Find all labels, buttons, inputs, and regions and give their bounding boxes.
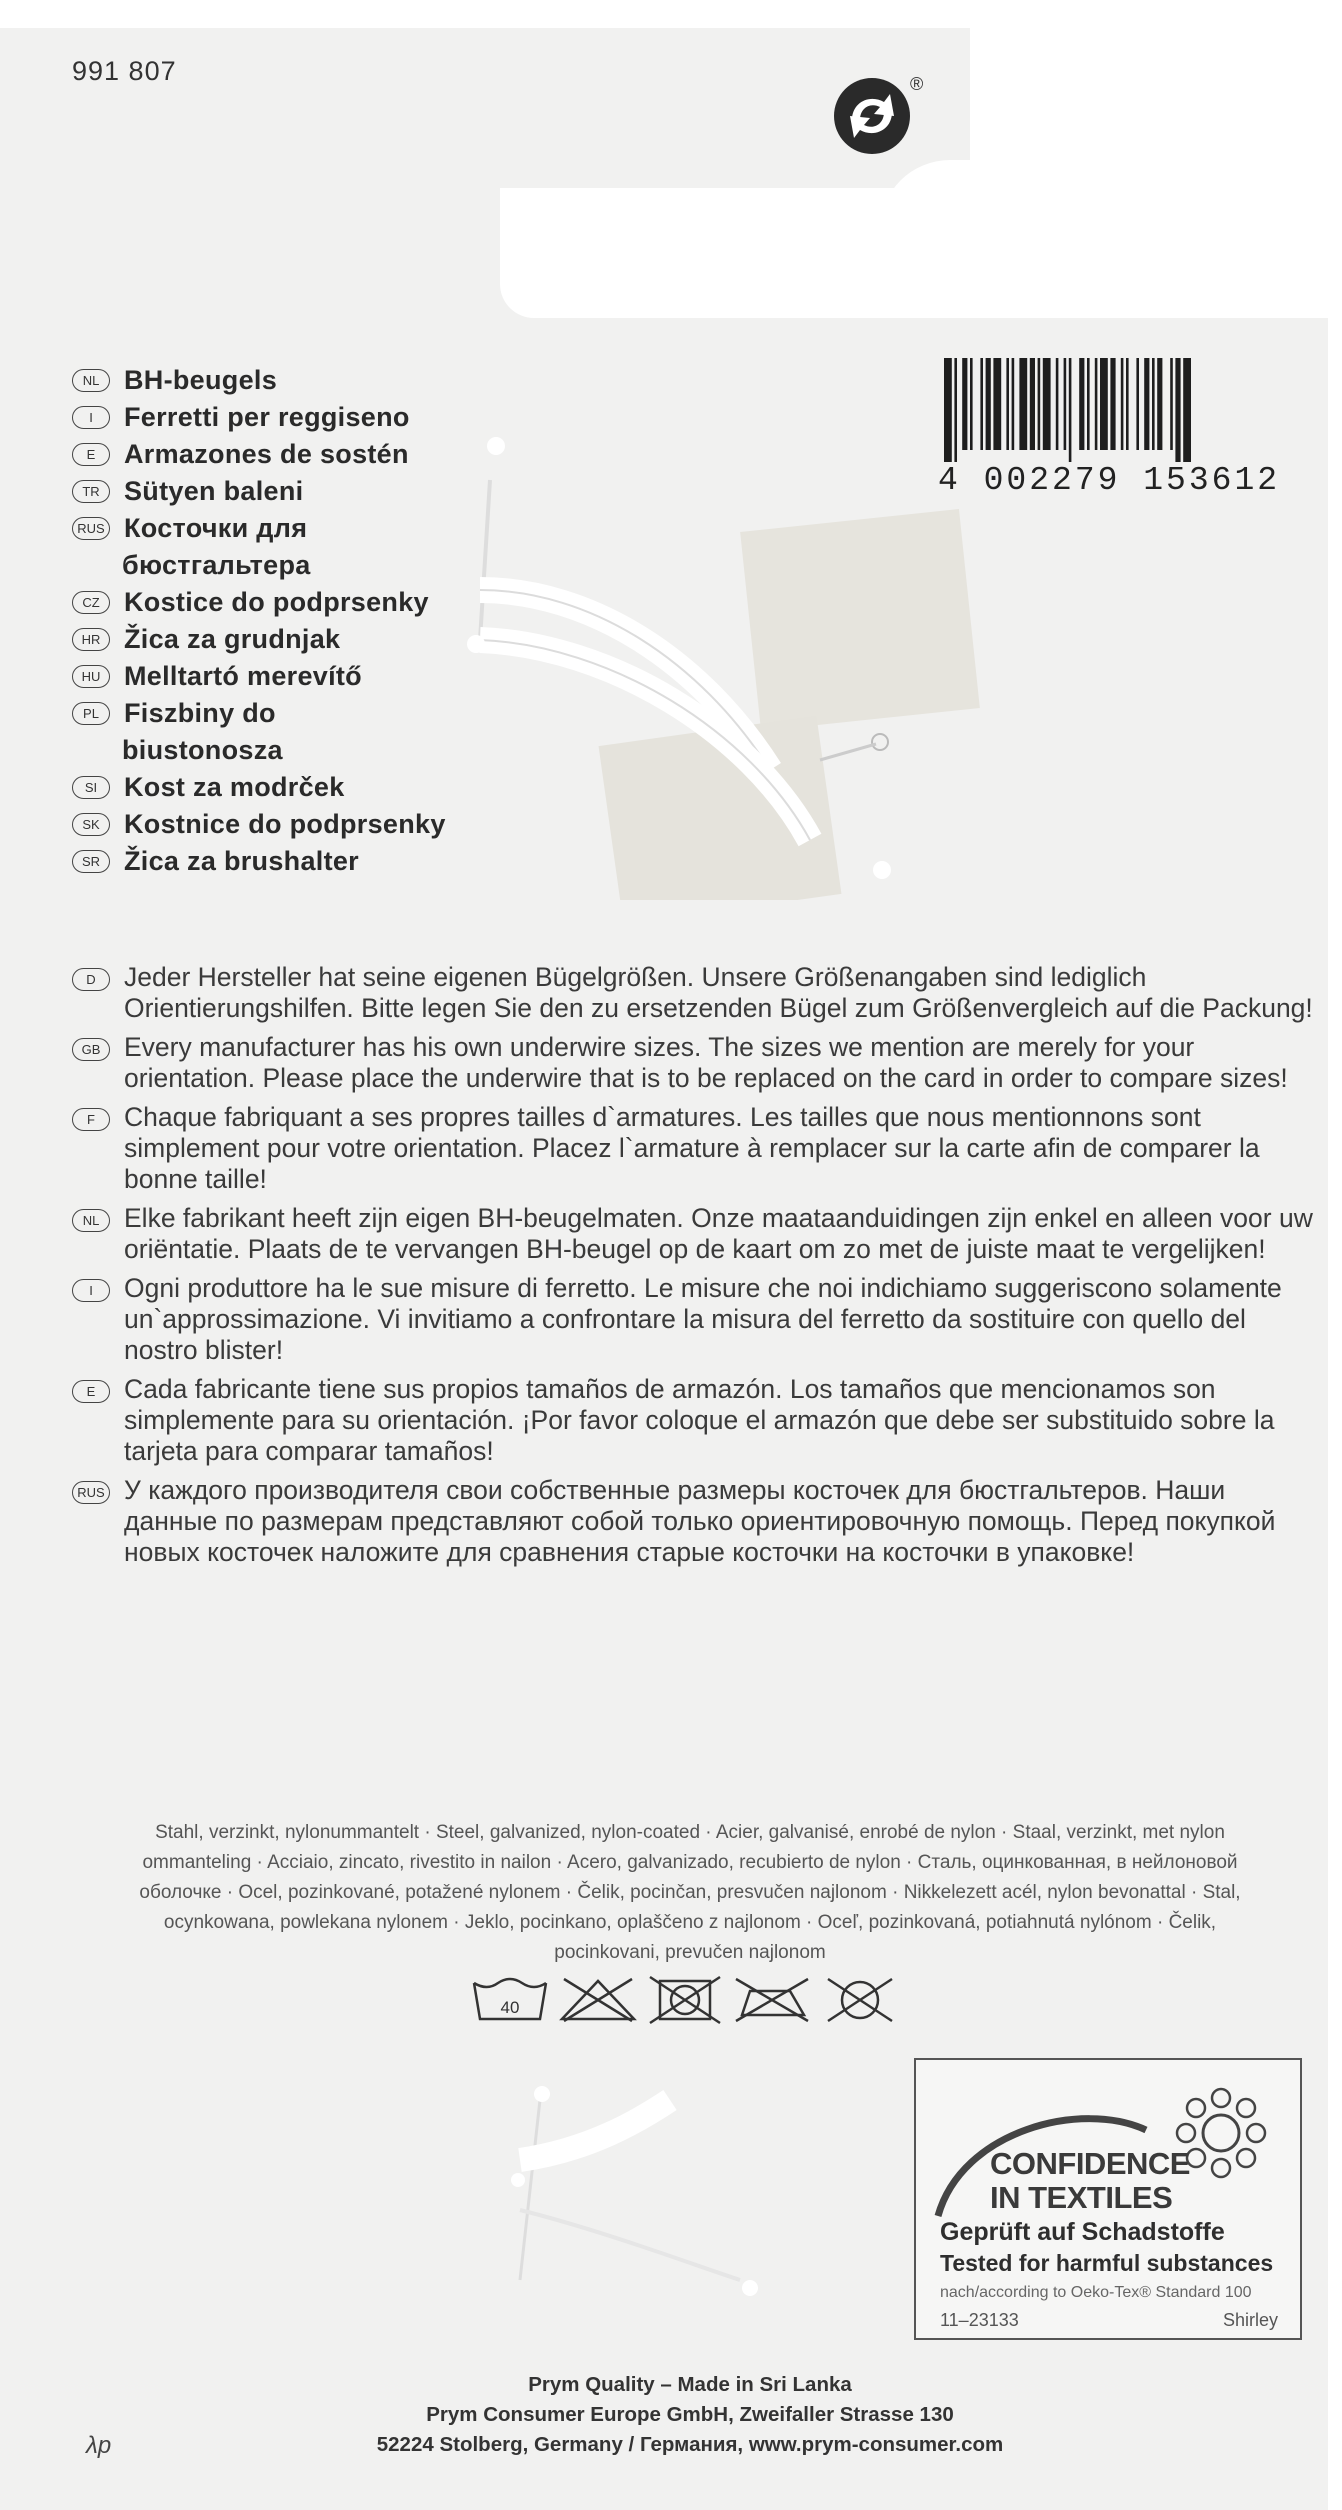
lang-code-badge: I [72,1279,110,1302]
instruction-text: Chaque fabriquant a ses propres tailles d`armatures. Les tailles que nous mentionnons sont simplement pour votre orientation. Placez l`armature à remplacer sur la carte afin de comparer la bonne taille! [124,1102,1260,1194]
hang-slot-curve [880,160,970,318]
lang-code-badge: E [72,1380,110,1403]
instruction-gb [72,1032,1322,1094]
barcode-bar [1183,358,1191,462]
instruction-text: Cada fabricante tiene sus propios tamaños de armazón. Los tamaños que mencionamos son simplemente para su orientación. ¡Por favor coloque el armazón que debe ser substituido sobre la tarjeta para comparar tamaños! [124,1374,1275,1466]
barcode-bar [1157,358,1162,450]
lang-code-badge: E [72,443,110,466]
barcode-bar [1064,358,1067,450]
oeko-tex-tested-de: Geprüft auf Schadstoffe [940,2218,1225,2246]
care-symbols [470,1975,920,2025]
barcode-bar [1110,358,1115,450]
oeko-tex-institute: Shirley [1222,2310,1278,2330]
lang-code-badge: PL [72,702,110,725]
article-number: 991 807 [72,56,177,86]
lang-code-badge: D [72,968,110,991]
lang-row-si [72,769,446,806]
instructions-list [72,962,1322,1576]
instruction-ru [72,1475,1322,1568]
oeko-tex-title-line1: CONFIDENCE [990,2146,1190,2181]
product-name: Kost za modrček [124,772,345,802]
footer-company: Prym Consumer Europe GmbH, Zweifaller Strasse 130 [426,2403,954,2426]
product-name: Žica za brushalter [124,846,359,876]
oeko-tex-standard: nach/according to Oeko-Tex® Standard 100 [940,2284,1252,2301]
product-name: Armazones de sostén [124,439,409,469]
footer-address: 52224 Stolberg, Germany / Германия, www.prym-consumer.com [376,2433,1004,2456]
manufacturer-info [260,2370,1120,2460]
barcode-bar [1152,358,1155,450]
barcode-bar [1144,358,1149,450]
lang-code-badge: CZ [72,591,110,614]
card-corner-cut [970,0,1342,318]
lang-code-badge: HU [72,665,110,688]
footer-quality: Prym Quality – Made in Sri Lanka [528,2373,852,2396]
no-bleach-icon [562,1979,634,2021]
lang-row-sk [72,806,446,843]
lang-code-badge: NL [72,1209,110,1232]
instruction-it [72,1273,1322,1366]
lang-code-badge: RUS [72,517,110,540]
product-name: BH-beugels [124,365,278,395]
lang-code-badge: SR [72,850,110,873]
lang-code-badge: F [72,1108,110,1131]
lang-code-badge: RUS [72,1481,110,1504]
lang-row-pl [72,695,446,732]
product-name-list [72,362,446,880]
product-name: Kostnice do podprsenky [124,809,446,839]
barcode-bar [1069,358,1072,462]
product-name: Ferretti per reggiseno [124,402,410,432]
product-name: biustonosza [122,735,283,765]
oeko-tex-label [914,2058,1302,2340]
barcode-bar [1087,358,1090,450]
no-iron-icon [736,1979,808,2021]
product-name: Косточки для [124,513,308,543]
lang-row-rus-cont [72,547,446,584]
lang-code-badge: SK [72,813,110,836]
barcode-bar [1100,358,1108,450]
barcode-digits: 4 002279 153612 [938,462,1281,499]
product-name: бюстгальтера [122,550,311,580]
svg-text:40: 40 [500,1998,520,2017]
no-tumble-dry-icon [650,1977,720,2023]
lang-row-hu [72,658,446,695]
lang-code-badge: NL [72,369,110,392]
product-name: Žica za grudnjak [124,624,341,654]
instruction-nl [72,1203,1322,1265]
barcode-bar [1170,358,1173,450]
underwire-size-illustration [480,2080,800,2310]
barcode-bar [1126,358,1129,450]
barcode-bar [1095,358,1098,450]
product-name: Fiszbiny do [124,698,276,728]
instruction-de [72,962,1322,1024]
underwire-illustration [440,430,1060,900]
barcode-bar [1136,358,1139,450]
green-dot-recycle-icon [830,74,914,158]
lang-row-pl-cont [72,732,446,769]
oeko-tex-tested-en: Tested for harmful substances [940,2250,1274,2276]
instruction-fr [72,1102,1322,1195]
instruction-text: Elke fabrikant heeft zijn eigen BH-beugelmaten. Onze maataanduidingen zijn enkel en alleen voor uw oriëntatie. Plaats de te vervangen BH-beugel op de kaart om zo met de juiste maat te vergelijken! [124,1203,1313,1264]
registered-mark: ® [910,74,924,94]
printer-initials: λp [86,2432,112,2459]
oeko-tex-title-line2: IN TEXTILES [990,2180,1173,2215]
lang-row-e [72,436,446,473]
product-name: Melltartó merevítő [124,661,362,691]
lang-row-tr [72,473,446,510]
lang-row-sr [72,843,446,880]
lang-code-badge: I [72,406,110,429]
product-name: Sütyen baleni [124,476,304,506]
lang-code-badge: SI [72,776,110,799]
card-right-edge [1328,318,1342,2510]
instruction-text: Every manufacturer has his own underwire sizes. The sizes we mention are merely for your orientation. Please place the underwire that is to be replaced on the card in order to compare sizes! [124,1032,1288,1093]
lang-row-cz [72,584,446,621]
lang-row-i [72,399,446,436]
barcode-bar [1121,358,1124,450]
instruction-text: Jeder Hersteller hat seine eigenen Bügelgrößen. Unsere Größenangaben sind lediglich Orientierungshilfen. Bitte legen Sie den zu ersetzenden Bügel zum Größenvergleich auf die Packung! [124,962,1313,1023]
lang-code-badge: TR [72,480,110,503]
material-description: Stahl, verzinkt, nylonummantelt · Steel, galvanized, nylon-coated · Acier, galvanisé, enrobé de nylon · Staal, verzinkt, met nylon ommanteling · Acciaio, zincato, rivestito in nailon · Acero, galvanizado, recubierto de nylon · Сталь, оцинкованная, в нейлоновой оболочке · Ocel, pozinkované, potažené nylonem · Čelik, pocinčan, presvučen najlonom · Nikkelezett acél, nylon bevonattal · Stal, ocynkowana, powlekana nylonem · Jeklo, pocinkano, oplaščeno z najlonom · Oceľ, pozinkovaná, potiahnutá nylónom · Čelik, pocinkovani, prevučen najlonom [139,1822,1241,1963]
barcode-bar [1175,358,1180,462]
wash-40-icon [474,1979,546,2019]
lang-row-rus [72,510,446,547]
lang-row-nl [72,362,446,399]
product-name: Kostice do podprsenky [124,587,429,617]
instruction-text: Ogni produttore ha le sue misure di ferretto. Le misure che noi indichiamo suggeriscono solamente un`approssimazione. Vi invitiamo a confrontare la misura del ferretto da sostituire con quello del nostro blister! [124,1273,1282,1365]
lang-code-badge: GB [72,1038,110,1061]
lang-code-badge: HR [72,628,110,651]
barcode-bar [1079,358,1084,450]
instruction-text: У каждого производителя свои собственные размеры косточек для бюстгальтеров. Наши данные по размерам представляют собой только ориентировочную помощь. Перед покупкой новых косточек наложите для сравнения старые косточки на косточки в упаковке! [124,1475,1276,1567]
instruction-es [72,1374,1322,1467]
no-dry-clean-icon [828,1979,892,2021]
lang-row-hr [72,621,446,658]
oeko-tex-certificate-number: 11–23133 [940,2310,1019,2330]
